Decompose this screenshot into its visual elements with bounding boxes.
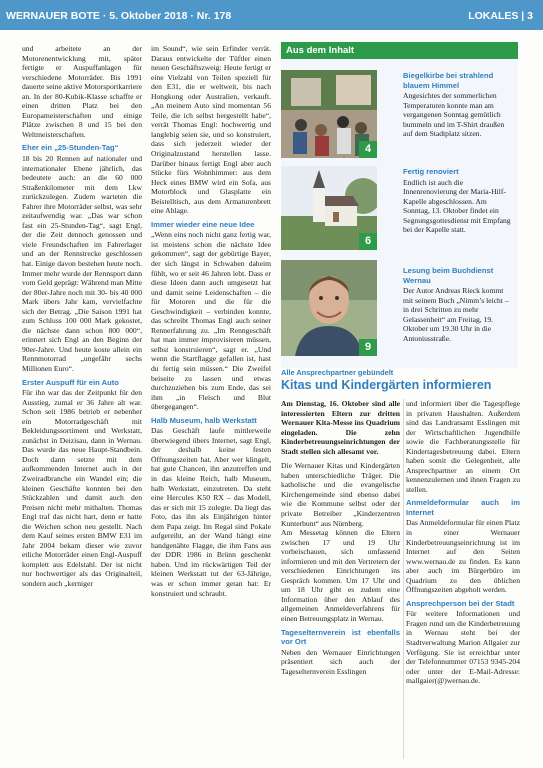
- page-number-badge: 4: [359, 141, 377, 158]
- contents-item-title: Lesung beim Buchdienst Wernau: [403, 266, 494, 285]
- contents-box: [281, 42, 518, 368]
- author-portrait: [281, 260, 377, 356]
- paragraph: Für ihn war das der Zeitpunkt für den Ausstieg, zumal er 36 Jahre alt war. Schon seit 1986 betrieb er nebenher ein Motorradgeschäft mit Bekleidungssortiment und Werkstatt, zunächst in Deizisau, dann in Wernau. Das wurde das neue Haupt-Standbein. Doch dann setzte mit dem aufkommenden Internet auch in der Zweiradbranche ein Wandel ein; die kleinen Geschäfte konnten bei den Stückzahlen und damit auch den Preisen nicht mehr mithalten. Thomas Engl traf das nicht hart, denn er hatte die Weichen schon neu gestellt. Nach dem Kauf seines ersten BMW E31 im Jahr 2004 bekam dieser wie zuvor etliche Motorräder einen Engl-Auspuff komplett aus Edelstahl. Der ist nicht nur hochwertiger als das Originalteil, sondern auch „kerniger: [22, 388, 142, 588]
- contents-heading: Aus dem Inhalt: [281, 42, 518, 59]
- paragraph: Das Geschäft laufe mittlerweile überwiegend übers Internet, sagt Engl, der deshalb keine festen Öffnungszeiten hat. Aber wer klingelt, hat gute Chancen, ihn anzutreffen und in das kleine Reich, halb Museum, halb Werkstatt, einzutreten. Da steht eine Hercules K50 RX – das Modell, das er sich mit 15 zulegte. Da liegt das Foto, das ihn als Einjährigen hinter dem Papa zeigt. Im Regal sind Pokale aufgereiht, an der Wand hängt eine handgenähte Flagge, die ihm Fans aus der DDR 1986 in Brünn geschenkt haben. Und im rückwärtigen Teil der kleinen Werkstatt tut der 63-Jährige, was er schon immer getan hat: Er konstruiert und schraubt.: [151, 426, 271, 598]
- subheading: Ansprechperson bei der Stadt: [406, 598, 515, 608]
- subheading: Tageselternverein ist ebenfalls vor Ort: [281, 627, 400, 647]
- kita-article-column-2: [406, 399, 520, 686]
- chapel-photo: [281, 166, 377, 250]
- paragraph: Neben den Wernauer Einrichtungen präsentiert sich auch der Tageselternverein Esslingen: [281, 647, 400, 676]
- paragraph: Die Wernauer Kitas und Kindergärten haben unterschiedliche Träger. Die katholische und die evangelische Kirchengemeinde sind ebenso dabei wie die Kommune selbst oder der private Betreiber „Kinderzentren Kunterbunt“ aus Nürnberg.: [281, 461, 400, 528]
- contents-item-title: Biegelkirbe bei strahlend blauem Himmel: [403, 71, 494, 90]
- article-column-2: [151, 44, 271, 598]
- page-header: [0, 0, 543, 30]
- paragraph: im Sound“, wie sein Erfinder verrät. Daraus entwickelte der Tüftler einen neuen Geschäftszweig: Heute fertigt er eine Vielzahl von Teilen speziell für den E31, die er weltweit, bis nach Hongkong oder Australien, verkauft. „An meinem Auto sind momentan 56 Teile, die ich selbst hergestellt habe“, verrät Thomas Engl: hochwertig und langlebig seien sie, und so konstruiert, dass sich jederzeit wieder der Originalzustand herstellen lasse. Darüber hinaus fertigt Engl aber auch Stücke fürs Wohnhimmer: aus dem Heck eines BMW wird ein Sofa, aus Motorblock und Glasplatte ein Beistelltisch, aus dem Armaturenbrett eine Ablage.: [151, 44, 271, 216]
- publication-info: WERNAUER BOTE · 5. Oktober 2018 · Nr. 178: [6, 10, 232, 22]
- page-number-badge: 9: [359, 339, 377, 356]
- subheading: Erster Auspuff für ein Auto: [22, 377, 119, 387]
- paragraph: 18 bis 20 Rennen auf nationaler und internationaler Ebene jährlich, das bedeutete auch: an die 60 000 Straßenkilometer mit dem Lkw zurückzulegen. Zudem warteten die Fahrer ihre Motorräder selbst, was sehr zeitaufwendig war. „Das war schon fast ein 25-Stunden-Tag“, sagt Engl, der die Zeit dennoch genossen und viele Freundschaften im Fahrerlager und an der Rennstrecke geschlossen hat. Einige davon bestehen heute noch. Immer mehr wurde der Rennsport dann vom Geld geprägt: Während man Mitte der 80er-Jahre noch mit 30- bis 40 000 Mark übers Jahr kam, vervielfachte sich der Betrag. „Die Saison 1991 hat zum Schluss 100 000 Mark gekostet, die nächste dann schon 800 000“, erinnert sich Engl an den Beginn der 90er-Jahre. Und heute koste allein ein Rennmotorrad „ungefähr sechs Millionen Euro“.: [22, 153, 142, 373]
- paragraph: Am Messetag können die Eltern zwischen 17 und 19 Uhr vorbeischauen, sich umfassend informieren und mit den Vertretern der verschiedenen Einrichtungen ins Gespräch kommen. Um 17 Uhr und um 18 Uhr gibt es zudem eine Information über den Ablauf des allgemeinen Anmeldeverfahrens für einen Betreuungsplatz in Wernau.: [281, 528, 400, 624]
- paragraph: Das Anmeldeformular für einen Platz in einer Wernauer Kinderbetreuungseinrichtung ist im Internet auf den Seiten www.wernau.de zu finden. Es kann aber auch im Bürgerbüro im Quadrium zu den üblichen Öffnungszeiten abgeholt werden.: [406, 518, 520, 595]
- subheading: Eher ein „25-Stunden-Tag“: [22, 143, 119, 153]
- subheading: Immer wieder eine neue Idee: [151, 219, 255, 229]
- article-kicker: Alle Ansprechpartner gebündelt: [281, 368, 394, 377]
- article-lead: Am Dienstag, 16. Oktober sind alle interessierten Eltern zur dritten Wernauer Kita-Messe ins Quadrium eingeladen. Die zehn Kinderbetreuungseinrichtungen der Stadt stellen sich allesamt vor.: [281, 399, 400, 456]
- paragraph: und arbeitete an der Motorenentwicklung mit, später fertigte er Auspuffanlagen für verschiedene Motorräder. Bis 1991 dauerte seine aktive Motorsportkarriere an. In der 80-Kubik-Klasse schaffte er einen dritten Platz bei den Europameisterschaften und einige Plätze zwischen 8 und 15 bei den Weltmeisterschaften.: [22, 44, 142, 139]
- article-column-1: [22, 44, 142, 589]
- contents-item-text: Endlich ist auch die Innenrenovierung der Maria-Hilf-Kapelle abgeschlossen. Am Sonntag, 13. Oktober findet ein Segnungsgottesdienst mit Empfang bei der Kapelle statt.: [403, 177, 511, 234]
- column-divider: [403, 399, 404, 759]
- paragraph: „Wenn eins noch nicht ganz fertig war, ist meistens schon die nächste Idee gekommen“, sagt der gebürtige Bayer, der sich längst in Schwaben daheim fühlt, wo er seit 46 Jahren lebt. Dass er diese Ideen dann auch umgesetzt hat und damit seine Leidenschaften – die für Motoren und die für die Geschwindigkeit – verbinden konnte, das schreibt Thomas Engl auch seiner Rennerfahrung zu. „Im Renngeschäft hat man immer improvisieren müssen, selbst konstruieren“, sagt er. „Und wenn die Startflagge gefallen ist, hast du fertig sein müssen.“ Die Zweifel beiseite zu lassen und etwas durchzuziehen bis zum Ende, das sei ihm „in Fleisch und Blut übergegangen“.: [151, 230, 271, 412]
- paragraph: Für weitere Informationen und Fragen rund um die Kinderbetreuung in Wernau steht bei der Stadtverwaltung Marion Allgaier zur Verfügung. Sie ist erreichbar unter der Telefonnummer 07153 9345-204 oder unter der E-Mail-Adresse: mallgaier(@)wernau.de.: [406, 609, 520, 686]
- festival-photo: [281, 70, 377, 158]
- contents-item-text: Angesichtes der sommerlichen Temperaturen konnte man am vergangenen Sonntag gemütlich bummeln und im T-Shirt draußen auf dem Stadtplatz sitzen.: [403, 91, 505, 138]
- contents-item-title: Fertig renoviert: [403, 167, 459, 176]
- kita-article-column-1: [281, 399, 400, 676]
- subheading: Halb Museum, halb Werkstatt: [151, 415, 257, 425]
- paragraph: und informiert über die Tagespflege in privaten Haushalten. Außerdem sind das Landratsamt Esslingen mit der Wirtschaftlichen Jugendhilfe sowie die Fachberatungsstelle für Kindertagesbetreuung dabei. Eltern haben somit die Gelegenheit, alle Ansprechpartner an einem Ort kennenzulernen und ihnen Fragen zu stellen.: [406, 399, 520, 494]
- contents-item-text: Der Autor Andreas Rieck kommt mit seinem Buch „Nimm’s leicht – in drei Schritten zu mehr Gelassenheit“ am Freitag, 19. Oktober um 19.30 Uhr in die Antoniusstraße.: [403, 286, 509, 343]
- article-title: Kitas und Kindergärten informieren: [281, 378, 492, 392]
- section-label: LOKALES | 3: [468, 10, 533, 22]
- page-number-badge: 6: [359, 233, 377, 250]
- subheading: Anmeldeformular auch im Internet: [406, 498, 520, 517]
- kita-article-header: [281, 368, 521, 393]
